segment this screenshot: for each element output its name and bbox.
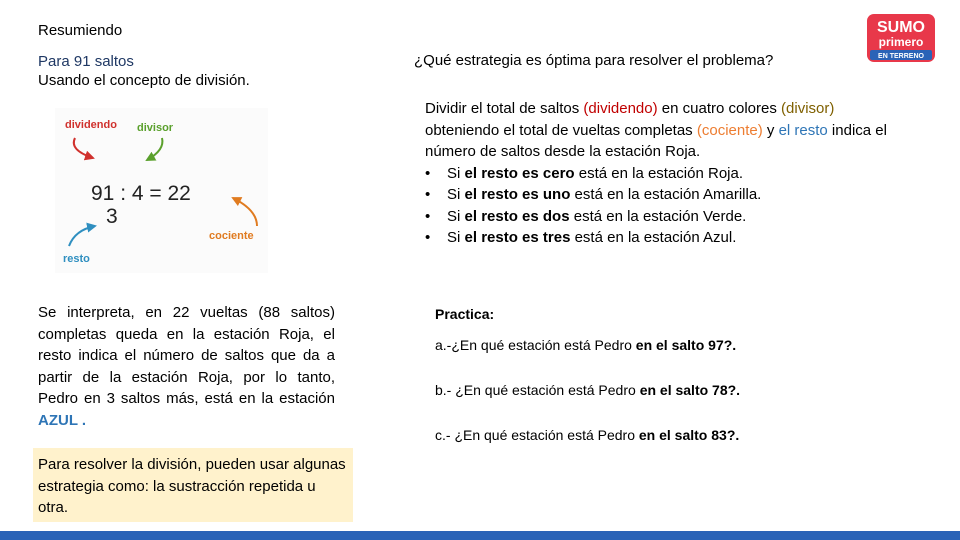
highlight-azul: AZUL [38, 411, 78, 429]
strategy-block [425, 98, 895, 249]
bottom-bar [0, 531, 960, 540]
strategy-intro-part: en cuatro colores [657, 100, 782, 117]
practice-question-a: a.-¿En qué estación está Pedro en el salto 97?. [435, 337, 737, 353]
intro-value: 91 saltos [73, 53, 134, 70]
practice-question-c: c.- ¿En qué estación está Pedro en el salto 83?. [435, 427, 740, 443]
logo-line1: SUMO [877, 19, 925, 36]
arrow-divisor [147, 138, 162, 160]
division-equation: 91 : 4 = 22 [91, 182, 191, 205]
arrow-dividendo [74, 138, 93, 158]
arrow-cociente [233, 198, 257, 226]
logo-line3: EN TERRENO [878, 53, 924, 60]
strategy-bullet: • Si el resto es dos está en la estación Verde. [425, 206, 895, 228]
division-remainder: 3 [106, 205, 118, 228]
note-text: Para resolver la división, pueden usar algunas estrategia como: la sustracción repetida u otra. [38, 456, 346, 516]
strategy-bullet: • Si el resto es cero está en la estación Roja. [425, 163, 895, 185]
strategy-divisor: (divisor) [781, 100, 835, 117]
logo-line2: primero [878, 35, 924, 49]
sumo-logo [867, 14, 935, 62]
label-divisor: divisor [137, 122, 174, 134]
strategy-intro-part: y [762, 121, 779, 139]
division-diagram-svg [55, 108, 268, 273]
label-dividendo: dividendo [65, 119, 117, 131]
strategy-note [33, 448, 353, 522]
strategy-question: ¿Qué estrategia es óptima para resolver el problema? [414, 52, 774, 69]
practice-heading: Practica: [435, 306, 495, 322]
strategy-bullet: • Si el resto es tres está en la estación Azul. [425, 227, 895, 249]
strategy-intro-part: Dividir el total de saltos [425, 100, 584, 117]
left-intro [38, 52, 250, 90]
strategy-intro [425, 98, 895, 163]
arrow-resto [69, 226, 95, 246]
label-cociente: cociente [209, 230, 254, 242]
strategy-dividendo: (dividendo) [583, 100, 658, 117]
strategy-intro-part: obteniendo el total de vueltas completas [425, 121, 697, 139]
strategy-bullet: • Si el resto es uno está en la estación Amarilla. [425, 184, 895, 206]
page-title: Resumiendo [38, 22, 123, 39]
intro-prefix: Para [38, 53, 74, 70]
strategy-cociente: (cociente) [696, 121, 763, 139]
strategy-bullets [425, 163, 895, 249]
intro-line2: Usando el concepto de división. [38, 72, 250, 89]
strategy-intro-part: indica el número de saltos desde la estación Roja. [425, 121, 887, 160]
practice-section [435, 306, 740, 472]
interpretation-text: Se interpreta, en 22 vueltas (88 saltos) completas queda en la estación Roja, el resto indica el número de saltos que da a partir de la estación Roja, por lo tanto, Pedro en 3 saltos más, está en la estación AZUL . [38, 304, 335, 429]
label-resto: resto [63, 253, 90, 265]
division-diagram [55, 108, 268, 273]
practice-question-b: b.- ¿En qué estación está Pedro en el salto 78?. [435, 382, 741, 398]
strategy-resto: el resto [778, 121, 828, 139]
